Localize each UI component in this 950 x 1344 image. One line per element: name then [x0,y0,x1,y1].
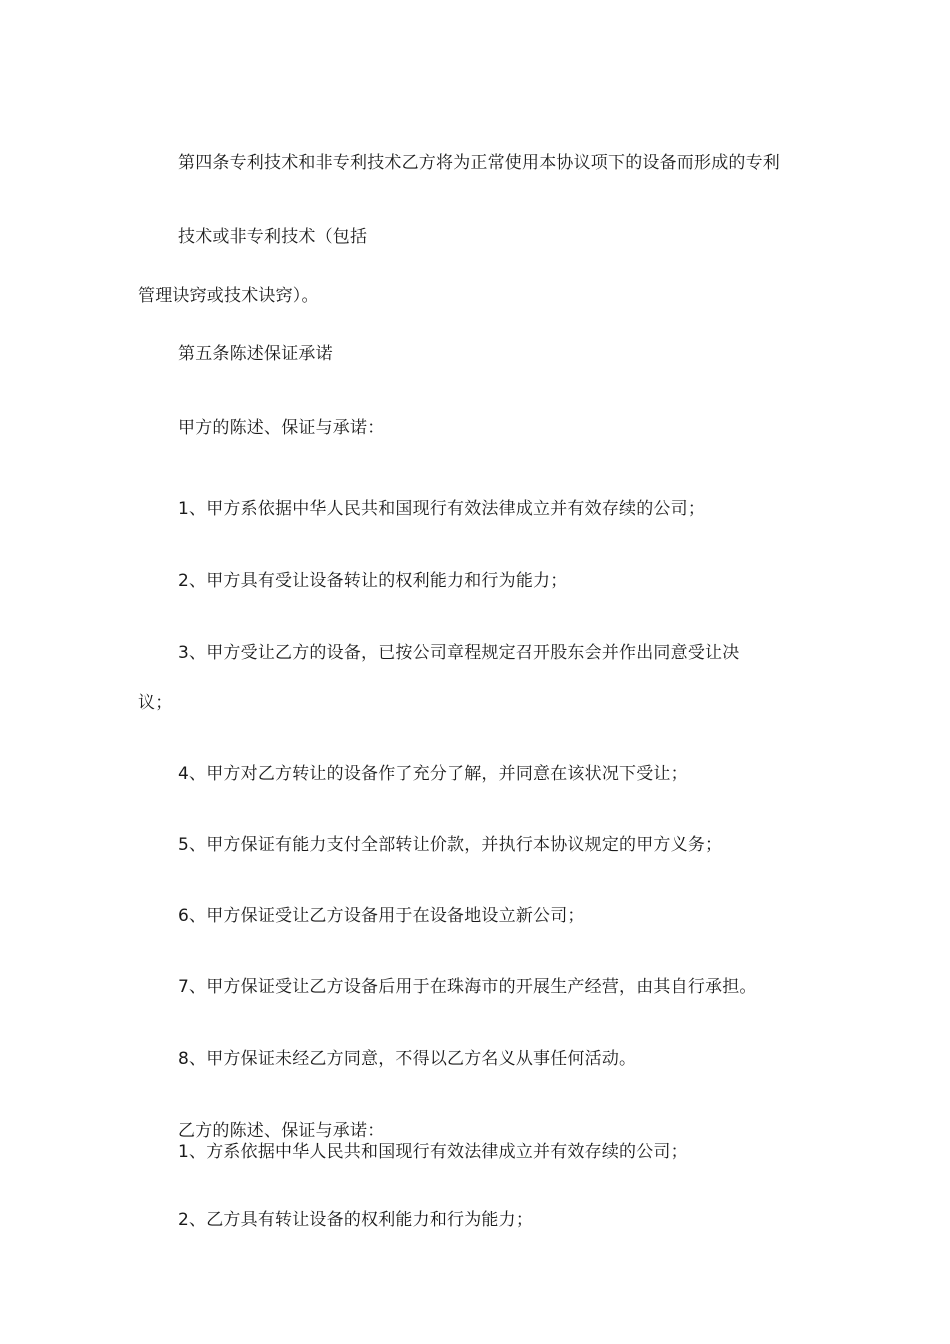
party-b-heading: 乙方的陈述、保证与承诺： [178,1121,385,1141]
party-a-item-2: 2、甲方具有受让设备转让的权利能力和行为能力； [178,571,568,591]
article-5-heading: 第五条陈述保证承诺 [178,344,333,364]
party-a-item-3: 3、甲方受让乙方的设备，已按公司章程规定召开股东会并作出同意受让决 [178,643,740,663]
party-a-item-6: 6、甲方保证受让乙方设备用于在设备地设立新公司； [178,906,585,926]
party-b-item-2: 2、乙方具有转让设备的权利能力和行为能力； [178,1210,534,1230]
party-a-heading: 甲方的陈述、保证与承诺： [178,418,385,438]
party-a-item-1: 1、甲方系依据中华人民共和国现行有效法律成立并有效存续的公司； [178,499,706,519]
party-a-item-3-cont: 议； [138,693,173,713]
article-4-line-1: 第四条专利技术和非专利技术乙方将为正常使用本协议项下的设备而形成的专利 [178,153,780,173]
party-b-item-1: 1、方系依据中华人民共和国现行有效法律成立并有效存续的公司； [178,1142,688,1162]
article-4-line-3: 管理诀窍或技术诀窍）。 [138,286,319,306]
party-a-item-7: 7、甲方保证受让乙方设备后用于在珠海市的开展生产经营，由其自行承担。 [178,977,757,997]
party-a-item-5: 5、甲方保证有能力支付全部转让价款，并执行本协议规定的甲方义务； [178,835,723,855]
party-a-item-4: 4、甲方对乙方转让的设备作了充分了解，并同意在该状况下受让； [178,764,688,784]
article-4-line-2: 技术或非专利技术（包括 [178,227,368,247]
party-a-item-8: 8、甲方保证未经乙方同意，不得以乙方名义从事任何活动。 [178,1049,637,1069]
